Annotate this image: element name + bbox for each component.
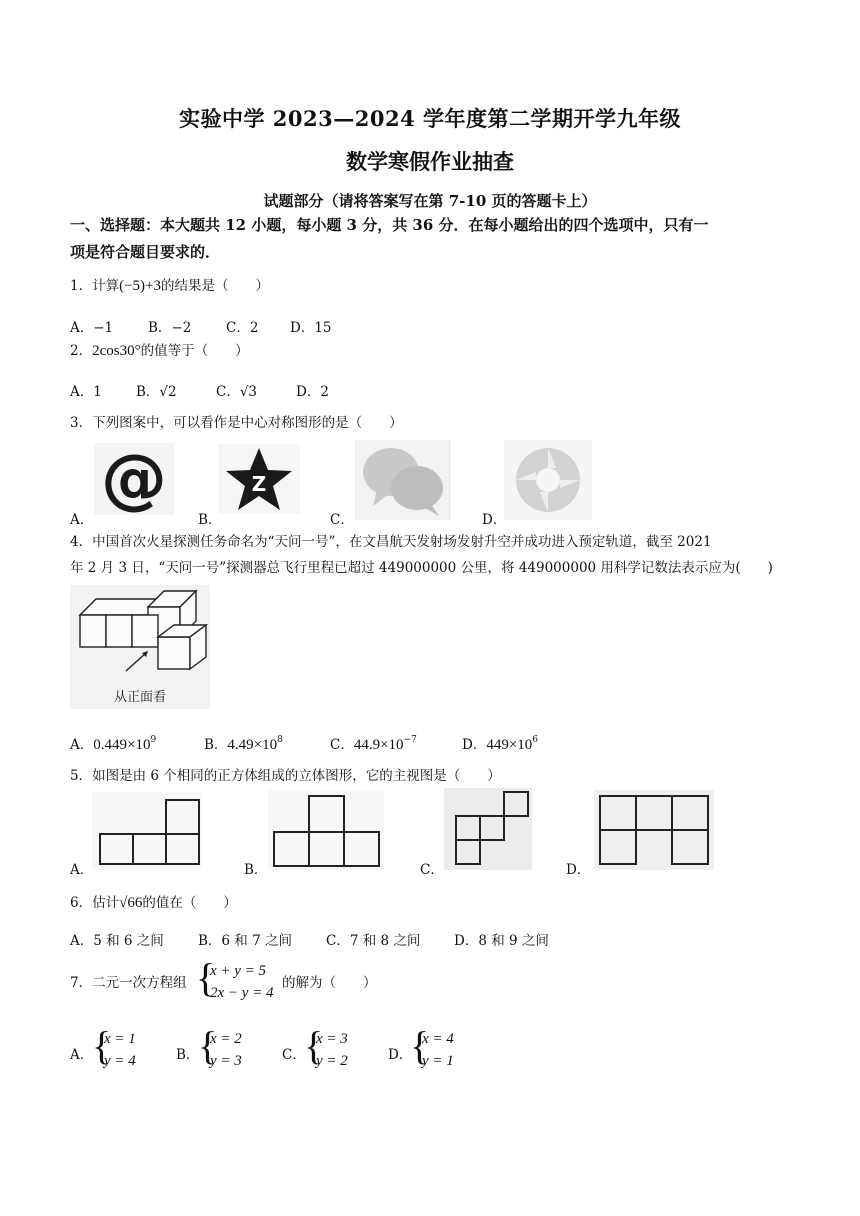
q5-label-c: C． <box>420 862 444 878</box>
q5-label-b: B． <box>244 862 268 878</box>
q6-option-a[interactable]: A．5 和 6 之间 <box>70 933 164 949</box>
question-4-line2: 年 2 月 3 日，“天问一号”探测器总飞行里程已超过 449000000 公里，将 449000000 用科学记数法表示应为( ) <box>70 560 773 576</box>
q1-option-c[interactable]: C．2 <box>226 320 259 336</box>
section-heading-line2: 项是符合题目要求的． <box>70 243 221 261</box>
question-6-prefix: 6．估计 <box>70 895 120 911</box>
q4-option-b[interactable]: B．$4.49\times 10^8$ <box>204 735 283 753</box>
option-d-aperture-image[interactable] <box>504 440 592 520</box>
page-subtitle: 数学寒假作业抽查 <box>346 149 514 174</box>
question-2-suffix: 的值等于（ ） <box>140 343 249 359</box>
figure-caption: 从正面看 <box>113 690 167 705</box>
at-sign-icon: @ <box>101 443 167 515</box>
q7-option-c[interactable]: x = 3 y = 2 <box>316 1031 348 1069</box>
q3-label-d: D． <box>482 512 507 528</box>
q4-option-c[interactable]: C．$44.9\times 10^{-7}$ <box>330 735 417 753</box>
option-a-front-view-image[interactable] <box>92 792 202 870</box>
q1-option-d[interactable]: D．15 <box>290 320 332 336</box>
question-1-expression: (−5)+3 <box>119 278 162 294</box>
q3-label-b: B． <box>198 512 222 528</box>
question-2 <box>70 341 249 361</box>
question-5: 5．如图是由 6 个相同的正方体组成的立体图形，它的主视图是（ ） <box>70 768 501 784</box>
q1-option-b[interactable]: B．−2 <box>148 320 192 336</box>
question-2-prefix: 2． <box>70 343 93 359</box>
q6-option-c[interactable]: C．7 和 8 之间 <box>326 933 421 949</box>
option-c-front-view-image[interactable] <box>444 788 532 870</box>
q2-option-c[interactable]: C．√3 <box>216 384 258 400</box>
q2-option-d[interactable]: D．2 <box>296 384 329 400</box>
option-b-star-z-image[interactable] <box>218 444 300 514</box>
q7-option-b-label[interactable]: B． <box>176 1047 200 1063</box>
question-1-suffix: 的结果是（ ） <box>161 278 270 294</box>
q7-option-c-label[interactable]: C． <box>282 1047 306 1063</box>
q7-option-d[interactable]: x = 4 y = 1 <box>422 1031 454 1069</box>
section-heading <box>70 212 795 266</box>
q6-option-b[interactable]: B．6 和 7 之间 <box>198 933 292 949</box>
q7-system-brace: { <box>196 955 216 1000</box>
q7-equation-1: x + y = 5 <box>210 963 267 979</box>
question-6-expression: √66 <box>119 895 143 911</box>
q4-option-d[interactable]: D．$449\times 10^6$ <box>462 735 539 753</box>
q5-label-d: D． <box>566 862 591 878</box>
svg-text:Z: Z <box>251 472 267 496</box>
option-d-front-view-image[interactable] <box>594 790 714 870</box>
q6-option-d[interactable]: D．8 和 9 之间 <box>454 933 549 949</box>
page-title: 实验中学 2023—2024 学年度第二学期开学九年级 <box>178 106 681 131</box>
q2-option-b[interactable]: B．√2 <box>136 384 177 400</box>
cubes-3d-figure <box>70 585 210 709</box>
q3-label-a: A． <box>70 512 94 528</box>
question-3: 3．下列图案中，可以看作是中心对称图形的是（ ） <box>70 415 403 431</box>
option-c-speech-bubbles-image[interactable] <box>355 440 451 520</box>
option-b-front-view-image[interactable] <box>268 790 384 870</box>
q7-equation-system <box>210 960 274 1004</box>
q7-option-d-label[interactable]: D． <box>388 1047 413 1063</box>
q3-label-c: C． <box>330 512 354 528</box>
q2-option-a[interactable]: A．1 <box>70 384 102 400</box>
question-7-suffix: 的解为（ ） <box>282 975 377 991</box>
option-a-at-sign-image[interactable] <box>94 443 174 515</box>
bubble-right-icon <box>391 466 443 510</box>
q7-option-a[interactable]: x = 1 y = 4 <box>104 1031 136 1069</box>
question-1 <box>70 276 269 296</box>
question-6-suffix: 的值在（ ） <box>142 895 237 911</box>
question-6 <box>70 893 237 913</box>
question-1-prefix: 1．计算 <box>70 278 120 294</box>
q7-option-b[interactable]: x = 2 y = 3 <box>210 1031 242 1069</box>
question-7-prefix: 7．二元一次方程组 <box>70 975 187 991</box>
question-4-line1: 4．中国首次火星探测任务命名为“天问一号”，在文昌航天发射场发射升空并成功进入预定轨道，截至 2021 <box>70 534 712 550</box>
answer-note: 试题部分（请将答案写在第 7-10 页的答题卡上） <box>263 192 597 210</box>
section-heading-line1: 一、选择题：本大题共 12 小题，每小题 3 分，共 36 分．在每小题给出的四个选项中，只有一 <box>70 216 709 234</box>
q5-label-a: A． <box>70 862 94 878</box>
q4-option-a[interactable]: A．$0.449\times 10^9$ <box>70 735 157 753</box>
q1-option-a[interactable]: A．−1 <box>70 320 114 336</box>
question-2-expression: 2cos30° <box>92 343 141 359</box>
q7-equation-2: 2x − y = 4 <box>210 985 274 1001</box>
q7-option-a-label[interactable]: A． <box>70 1047 94 1063</box>
